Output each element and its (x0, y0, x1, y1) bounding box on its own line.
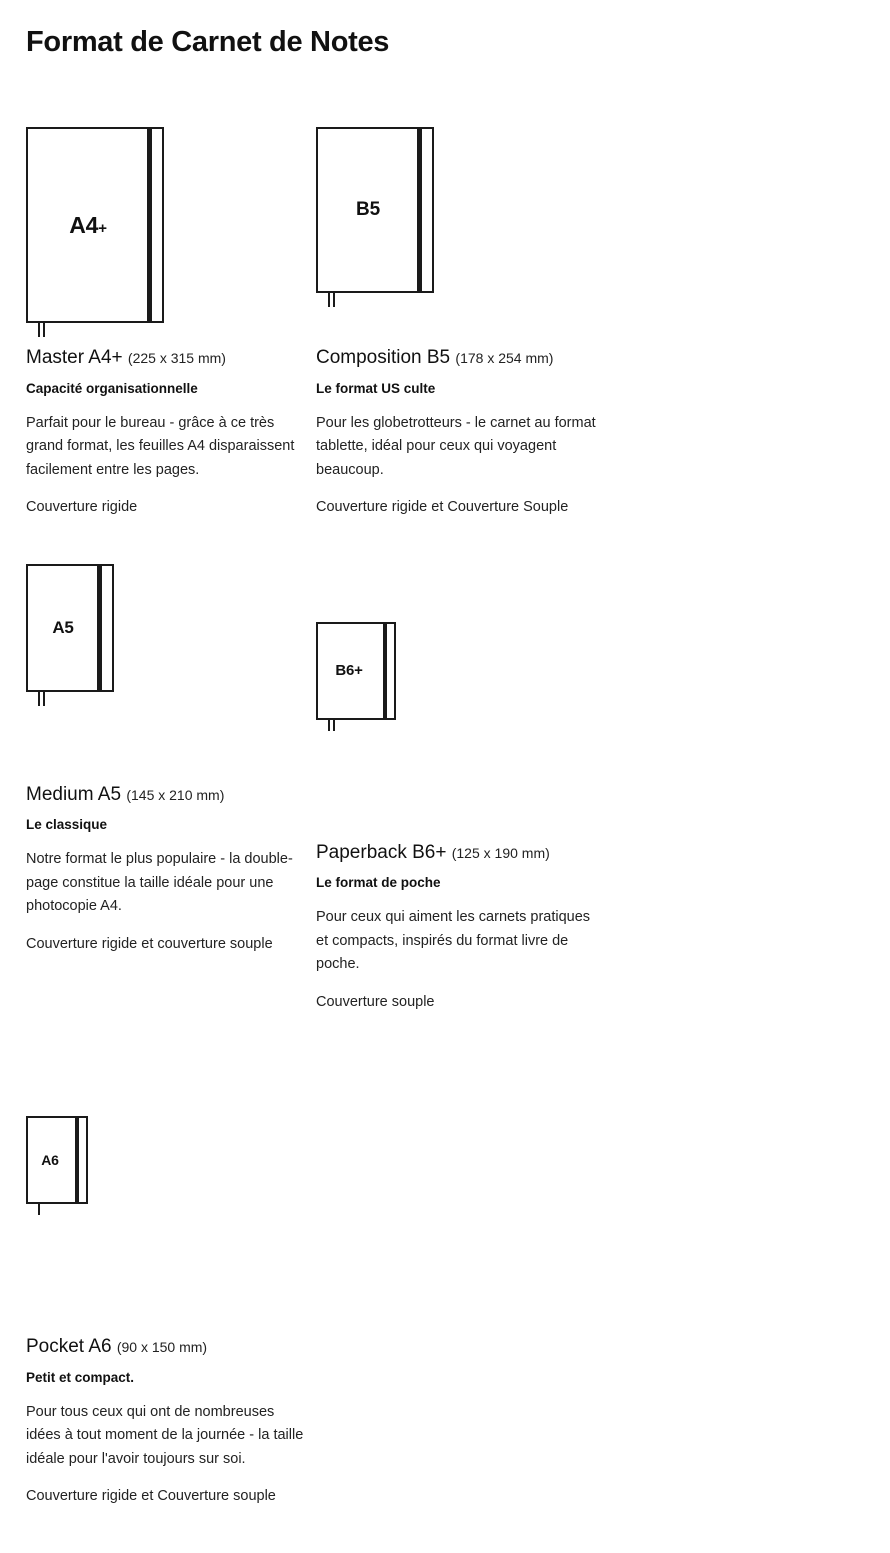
product-description: Notre format le plus populaire - la double-page constitue la taille idéale pour une photocopie A4. (26, 851, 293, 915)
notebook-size-label: B5 (356, 199, 380, 220)
notebook-icon (26, 1116, 88, 1204)
product-title (316, 345, 596, 371)
notebook-icon (26, 564, 114, 692)
notebook-bookmark-ribbons (328, 293, 335, 307)
product-card-paperback-b6 (316, 612, 606, 1015)
notebook-cover-shape (26, 127, 164, 323)
notebook-size-label: A6 (41, 1151, 59, 1168)
product-dimensions: (90 x 150 mm) (116, 1339, 208, 1356)
notebook-icon (316, 622, 396, 720)
product-card-composition-b5 (316, 117, 606, 520)
notebook-cover-shape (316, 622, 396, 720)
notebook-spine (383, 622, 387, 720)
notebook-thumbnail-area (26, 1106, 306, 1326)
notebook-size-label: B6+ (335, 662, 363, 680)
product-description: Pour les globetrotteurs - le carnet au format tablette, idéal pour ceux qui voyagent beaucoup. (316, 414, 596, 478)
notebook-edge (162, 127, 164, 323)
product-tagline: Le format US culte (316, 380, 436, 396)
notebook-cover-shape (26, 1116, 88, 1204)
product-card-medium-a5 (26, 554, 316, 1015)
notebook-icon (316, 127, 434, 293)
product-cover-options: Couverture rigide et Couverture souple (26, 1488, 276, 1505)
notebook-cover-shape (26, 564, 114, 692)
notebook-bookmark-ribbons (38, 1204, 40, 1215)
notebook-edge (86, 1116, 88, 1204)
product-cover-options: Couverture rigide (26, 499, 138, 516)
product-card-master-a4 (26, 117, 316, 520)
product-title (26, 1334, 306, 1360)
notebook-thumbnail-area (316, 612, 596, 832)
notebook-size-label: A5 (52, 617, 74, 637)
page-title: Format de Carnet de Notes (26, 26, 390, 58)
notebook-bookmark-ribbons (328, 720, 335, 731)
notebook-spine (147, 127, 152, 323)
notebook-thumbnail-area (26, 554, 306, 774)
notebook-spine (97, 564, 102, 692)
notebook-bookmark-ribbons (38, 692, 45, 706)
product-name: Pocket A6 (26, 1336, 112, 1358)
product-tagline: Le format de poche (316, 875, 441, 891)
notebook-edge (394, 622, 396, 720)
notebook-icon (26, 127, 164, 323)
product-grid (26, 117, 864, 1543)
notebook-thumbnail-area (26, 117, 306, 337)
product-dimensions: (125 x 190 mm) (451, 844, 550, 861)
notebook-edge (432, 127, 434, 293)
product-description: Pour tous ceux qui ont de nombreuses idées à tout moment de la journée - la taille idéale pour l'avoir toujours sur soi. (26, 1403, 304, 1467)
product-name: Medium A5 (26, 783, 122, 805)
product-tagline: Le classique (26, 817, 108, 833)
notebook-edge (112, 564, 114, 692)
product-cover-options: Couverture souple (316, 993, 435, 1010)
product-tagline: Capacité organisationnelle (26, 380, 198, 396)
notebook-size-label: A4+ (69, 211, 107, 238)
product-cover-options: Couverture rigide et Couverture Souple (316, 499, 569, 516)
notebook-cover-shape (316, 127, 434, 293)
product-description: Parfait pour le bureau - grâce à ce très grand format, les feuilles A4 disparaissent facilement entre les pages. (26, 414, 295, 478)
notebook-bookmark-ribbons (38, 323, 45, 337)
product-title (26, 345, 306, 371)
product-cover-options: Couverture rigide et couverture souple (26, 935, 273, 952)
product-title (316, 840, 596, 866)
product-title (26, 782, 306, 808)
product-name: Paperback B6+ (316, 841, 447, 863)
product-name: Master A4+ (26, 347, 123, 368)
product-dimensions: (145 x 210 mm) (126, 786, 225, 803)
product-card-pocket-a6 (26, 1106, 316, 1509)
notebook-spine (417, 127, 422, 293)
product-name: Composition B5 (316, 347, 451, 368)
product-dimensions: (178 x 254 mm) (455, 350, 554, 366)
notebook-thumbnail-area (316, 117, 596, 337)
product-tagline: Petit et compact. (26, 1369, 135, 1385)
product-dimensions: (225 x 315 mm) (127, 350, 226, 366)
product-description: Pour ceux qui aiment les carnets pratiques et compacts, inspirés du format livre de poche. (316, 909, 591, 973)
notebook-spine (75, 1116, 79, 1204)
